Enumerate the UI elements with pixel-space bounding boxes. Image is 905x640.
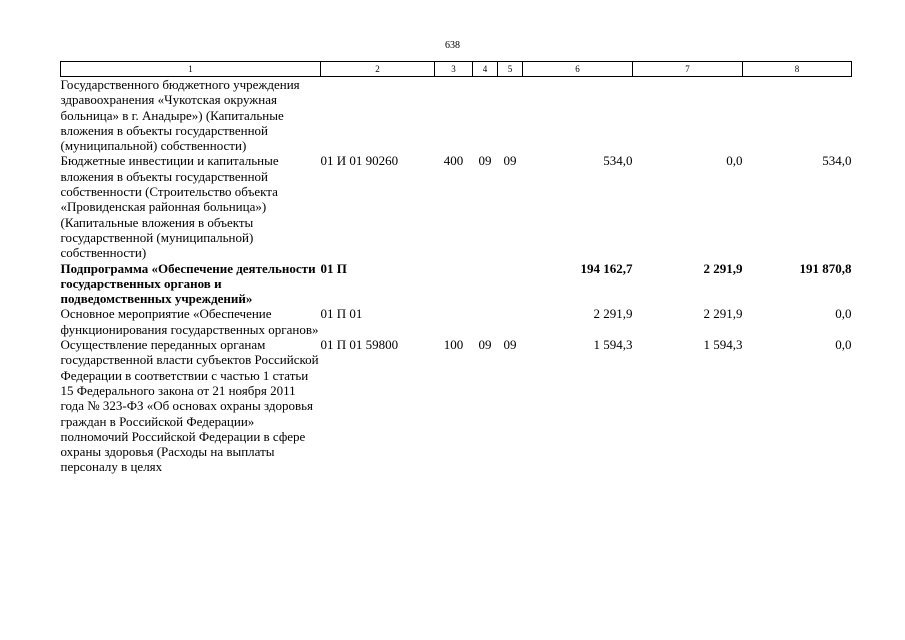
row-c4 bbox=[473, 77, 498, 154]
table-row bbox=[61, 77, 852, 154]
row-name: Осуществление переданных органам государственной власти субъектов Российской Федерации в соответствии с частью 1 статьи 15 Федерального закона от 21 ноября 2011 года № 323-ФЗ «Об основах охраны здоровья граждан в Российской Федерации» полномочий Российской Федерации в сфере охраны здоровья (Расходы на выплаты персоналу в целях bbox=[60, 337, 319, 475]
column-number-row bbox=[61, 62, 852, 77]
row-c7: 1 594,3 bbox=[703, 337, 743, 353]
row-c6: 534,0 bbox=[603, 153, 633, 169]
column-header: 8 bbox=[743, 62, 852, 77]
row-name: Подпрограмма «Обеспечение деятельности государственных органов и подведомственных учреждений» bbox=[60, 260, 316, 307]
column-header: 7 bbox=[633, 62, 743, 77]
row-c8: 0,0 bbox=[835, 306, 852, 322]
row-c3: 100 bbox=[443, 337, 464, 353]
budget-table bbox=[60, 61, 852, 475]
row-code: 01 П 01 59800 bbox=[320, 337, 399, 353]
row-c5 bbox=[498, 261, 523, 307]
row-c8 bbox=[743, 77, 852, 154]
row-name: Бюджетные инвестиции и капитальные вложения в объекты государственной собственности (Строительство объекта «Провиденская районная больница») (Капитальные вложения в объекты государственной (муниципальной) собственности) bbox=[60, 153, 279, 261]
row-c8: 0,0 bbox=[835, 337, 852, 353]
row-c6 bbox=[523, 77, 633, 154]
row-c5 bbox=[498, 306, 523, 337]
row-c8: 191 870,8 bbox=[799, 260, 852, 276]
row-c5: 09 bbox=[503, 337, 517, 353]
row-c6: 1 594,3 bbox=[593, 337, 633, 353]
column-header: 6 bbox=[523, 62, 633, 77]
row-name: Государственного бюджетного учреждения здравоохранения «Чукотская окружная больница» в г. Анадыре») (Капитальные вложения в объекты государственной (муниципальной) собственности) bbox=[60, 77, 300, 154]
row-c7 bbox=[633, 77, 743, 154]
column-header: 1 bbox=[61, 62, 321, 77]
row-c3: 400 bbox=[443, 153, 464, 169]
table-row bbox=[61, 306, 852, 337]
row-c7: 0,0 bbox=[726, 153, 743, 169]
column-header: 2 bbox=[321, 62, 435, 77]
row-c4 bbox=[473, 261, 498, 307]
table-row-subprogram bbox=[61, 261, 852, 307]
column-header: 3 bbox=[435, 62, 473, 77]
row-code: 01 П bbox=[320, 260, 347, 276]
row-c3 bbox=[435, 306, 473, 337]
row-c4 bbox=[473, 306, 498, 337]
row-c3 bbox=[435, 261, 473, 307]
table-row bbox=[61, 337, 852, 475]
row-c5: 09 bbox=[503, 153, 517, 169]
row-code: 01 П 01 bbox=[320, 306, 363, 322]
page-number: 638 bbox=[445, 40, 460, 51]
row-c7: 2 291,9 bbox=[703, 260, 743, 276]
row-c4: 09 bbox=[478, 337, 492, 353]
row-name: Основное мероприятие «Обеспечение функционирования государственных органов» bbox=[60, 306, 319, 337]
column-header: 5 bbox=[498, 62, 523, 77]
row-c4: 09 bbox=[478, 153, 492, 169]
row-c5 bbox=[498, 77, 523, 154]
row-c6: 2 291,9 bbox=[593, 306, 633, 322]
row-c6: 194 162,7 bbox=[580, 260, 633, 276]
row-c7: 2 291,9 bbox=[703, 306, 743, 322]
row-code: 01 И 01 90260 bbox=[320, 153, 399, 169]
column-header: 4 bbox=[473, 62, 498, 77]
row-code bbox=[321, 77, 435, 154]
row-c8: 534,0 bbox=[822, 153, 852, 169]
row-c3 bbox=[435, 77, 473, 154]
table-row bbox=[61, 153, 852, 260]
